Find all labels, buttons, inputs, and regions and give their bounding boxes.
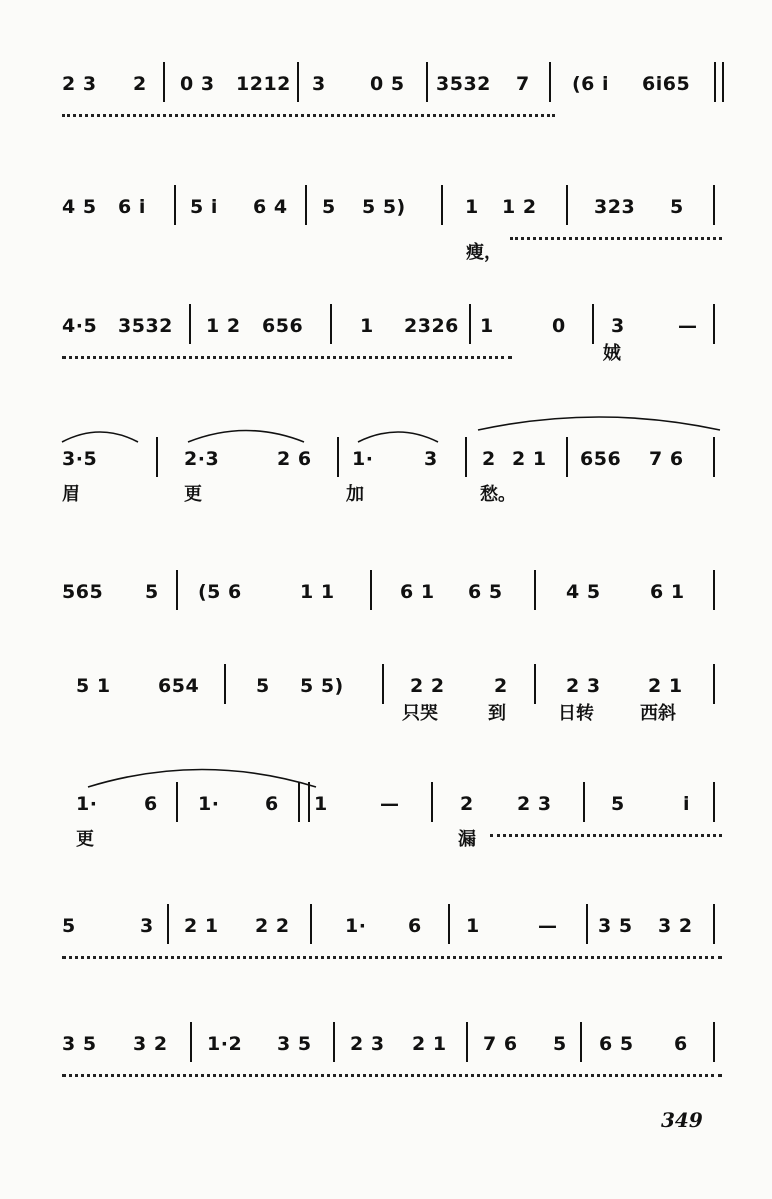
note-group: 5 [553,1033,567,1055]
bar-line [174,185,176,225]
lyric-text: 瘦， [466,242,502,263]
note-group: 6 5 [599,1033,634,1055]
bar-line [466,1022,468,1062]
bar-line [713,904,715,944]
slur-arc [60,428,140,444]
note-group: 5 [62,915,76,937]
note-group: 2326 [404,315,459,337]
note-group: 7 6 [483,1033,518,1055]
note-group: 5 [670,196,684,218]
note-group: 1 2 [206,315,241,337]
bar-line [337,437,339,477]
notation-line [0,193,772,313]
bar-line [592,304,594,344]
melisma-dotted-line [62,356,512,359]
lyric-text: 娀 [603,343,621,364]
bar-line [714,62,716,102]
note-group: 1 [466,915,480,937]
note-group: 5 [256,675,270,697]
bar-line [305,185,307,225]
lyric-text: 眉 [62,484,80,505]
bar-line [189,304,191,344]
note-group: 1· [352,448,374,470]
note-group: 2 [494,675,508,697]
note-group: 1 [360,315,374,337]
note-group: 7 [516,73,530,95]
note-group: (5 6 [198,581,242,603]
melisma-dotted-line [62,956,722,959]
note-group: 2 1 [512,448,547,470]
note-group: i [683,793,691,815]
note-group: 1 [314,793,328,815]
notation-line [0,912,772,1032]
note-group: 656 [580,448,622,470]
bar-line [431,782,433,822]
lyric-text: 加 [346,484,364,505]
note-group: — [678,315,698,337]
note-group: (6 i [572,73,610,95]
note-group: 323 [594,196,636,218]
notation-line [0,790,772,910]
note-group: 3532 [436,73,491,95]
bar-line [330,304,332,344]
note-group: 0 5 [370,73,405,95]
note-group: 6 [265,793,279,815]
bar-line [426,62,428,102]
note-group: 2 1 [648,675,683,697]
slur-arc [356,428,440,444]
bar-line [310,904,312,944]
note-group: 3 [424,448,438,470]
bar-line [713,304,715,344]
bar-line [190,1022,192,1062]
note-group: — [380,793,400,815]
note-group: 5 i [190,196,218,218]
note-group: 3532 [118,315,173,337]
note-group: 3 [611,315,625,337]
note-group: 6 5 [468,581,503,603]
note-group: 5 [322,196,336,218]
notation-line [0,1030,772,1150]
bar-line [549,62,551,102]
note-group: 2 [460,793,474,815]
lyric-text: 更 [76,829,94,850]
notation-line [0,445,772,565]
note-group: 1· [345,915,367,937]
note-group: 3 2 [658,915,693,937]
note-group: 3 5 [277,1033,312,1055]
bar-line [713,185,715,225]
bar-line [566,185,568,225]
melisma-dotted-line [490,834,722,837]
melisma-dotted-line [62,114,555,117]
note-group: 1 [465,196,479,218]
note-group: 2 3 [517,793,552,815]
note-group: 5 5) [300,675,344,697]
note-group: 6 [408,915,422,937]
note-group: 5 [611,793,625,815]
bar-line [713,570,715,610]
note-group: 1 2 [502,196,537,218]
melisma-dotted-line [62,1074,722,1077]
note-group: 0 3 [180,73,215,95]
bar-line [713,437,715,477]
note-group: 6 [674,1033,688,1055]
bar-line [713,782,715,822]
note-group: 6 1 [400,581,435,603]
slur-arc [86,763,318,789]
note-group: 6 [144,793,158,815]
bar-line [156,437,158,477]
bar-line [167,904,169,944]
note-group: 2 2 [410,675,445,697]
bar-line [382,664,384,704]
note-group: 6 1 [650,581,685,603]
note-group: 1 1 [300,581,335,603]
bar-line [163,62,165,102]
note-group: 3 5 [62,1033,97,1055]
note-group: 2 [482,448,496,470]
bar-line [176,570,178,610]
note-group: 3·5 [62,448,98,470]
note-group: 2 6 [277,448,312,470]
note-group: — [538,915,558,937]
lyric-text: 只哭 [402,703,438,724]
note-group: 6 4 [253,196,288,218]
note-group: 1· [76,793,98,815]
melisma-dotted-line [510,237,722,240]
lyric-text: 漏 [458,829,476,850]
lyric-text: 愁。 [480,484,516,505]
lyric-text: 到 [488,703,506,724]
note-group: 654 [158,675,200,697]
bar-line [448,904,450,944]
note-group: 4·5 [62,315,98,337]
bar-line [469,304,471,344]
lyric-text: 日转 [558,703,594,724]
bar-line [441,185,443,225]
note-group: 2 3 [566,675,601,697]
note-group: 3 [140,915,154,937]
note-group: 2 1 [412,1033,447,1055]
lyric-text: 西斜 [640,703,676,724]
slur-arc [186,426,306,444]
note-group: 2 3 [62,73,97,95]
note-group: 2 1 [184,915,219,937]
bar-line [534,570,536,610]
note-group: 3 [312,73,326,95]
note-group: 6i65 [642,73,691,95]
bar-line [566,437,568,477]
bar-line [713,1022,715,1062]
note-group: 2 2 [255,915,290,937]
note-group: 565 [62,581,104,603]
note-group: 6 i [118,196,146,218]
note-group: 7 6 [649,448,684,470]
bar-line [297,62,299,102]
note-group: 4 5 [62,196,97,218]
note-group: 2 [133,73,147,95]
note-group: 5 [145,581,159,603]
bar-line [586,904,588,944]
note-group: 1212 [236,73,291,95]
bar-line [465,437,467,477]
bar-line [370,570,372,610]
bar-line [224,664,226,704]
page-number: 349 [661,1108,703,1132]
note-group: 5 5) [362,196,406,218]
notation-line [0,70,772,190]
note-group: 3 2 [133,1033,168,1055]
note-group: 1 [480,315,494,337]
note-group: 1·2 [207,1033,243,1055]
bar-line [583,782,585,822]
bar-line [722,62,724,102]
note-group: 5 1 [76,675,111,697]
note-group: 1· [198,793,220,815]
bar-line [713,664,715,704]
slur-arc [476,412,722,432]
note-group: 0 [552,315,566,337]
note-group: 2·3 [184,448,220,470]
bar-line [534,664,536,704]
note-group: 2 3 [350,1033,385,1055]
note-group: 656 [262,315,304,337]
lyric-text: 更 [184,484,202,505]
note-group: 4 5 [566,581,601,603]
note-group: 3 5 [598,915,633,937]
bar-line [333,1022,335,1062]
bar-line [580,1022,582,1062]
